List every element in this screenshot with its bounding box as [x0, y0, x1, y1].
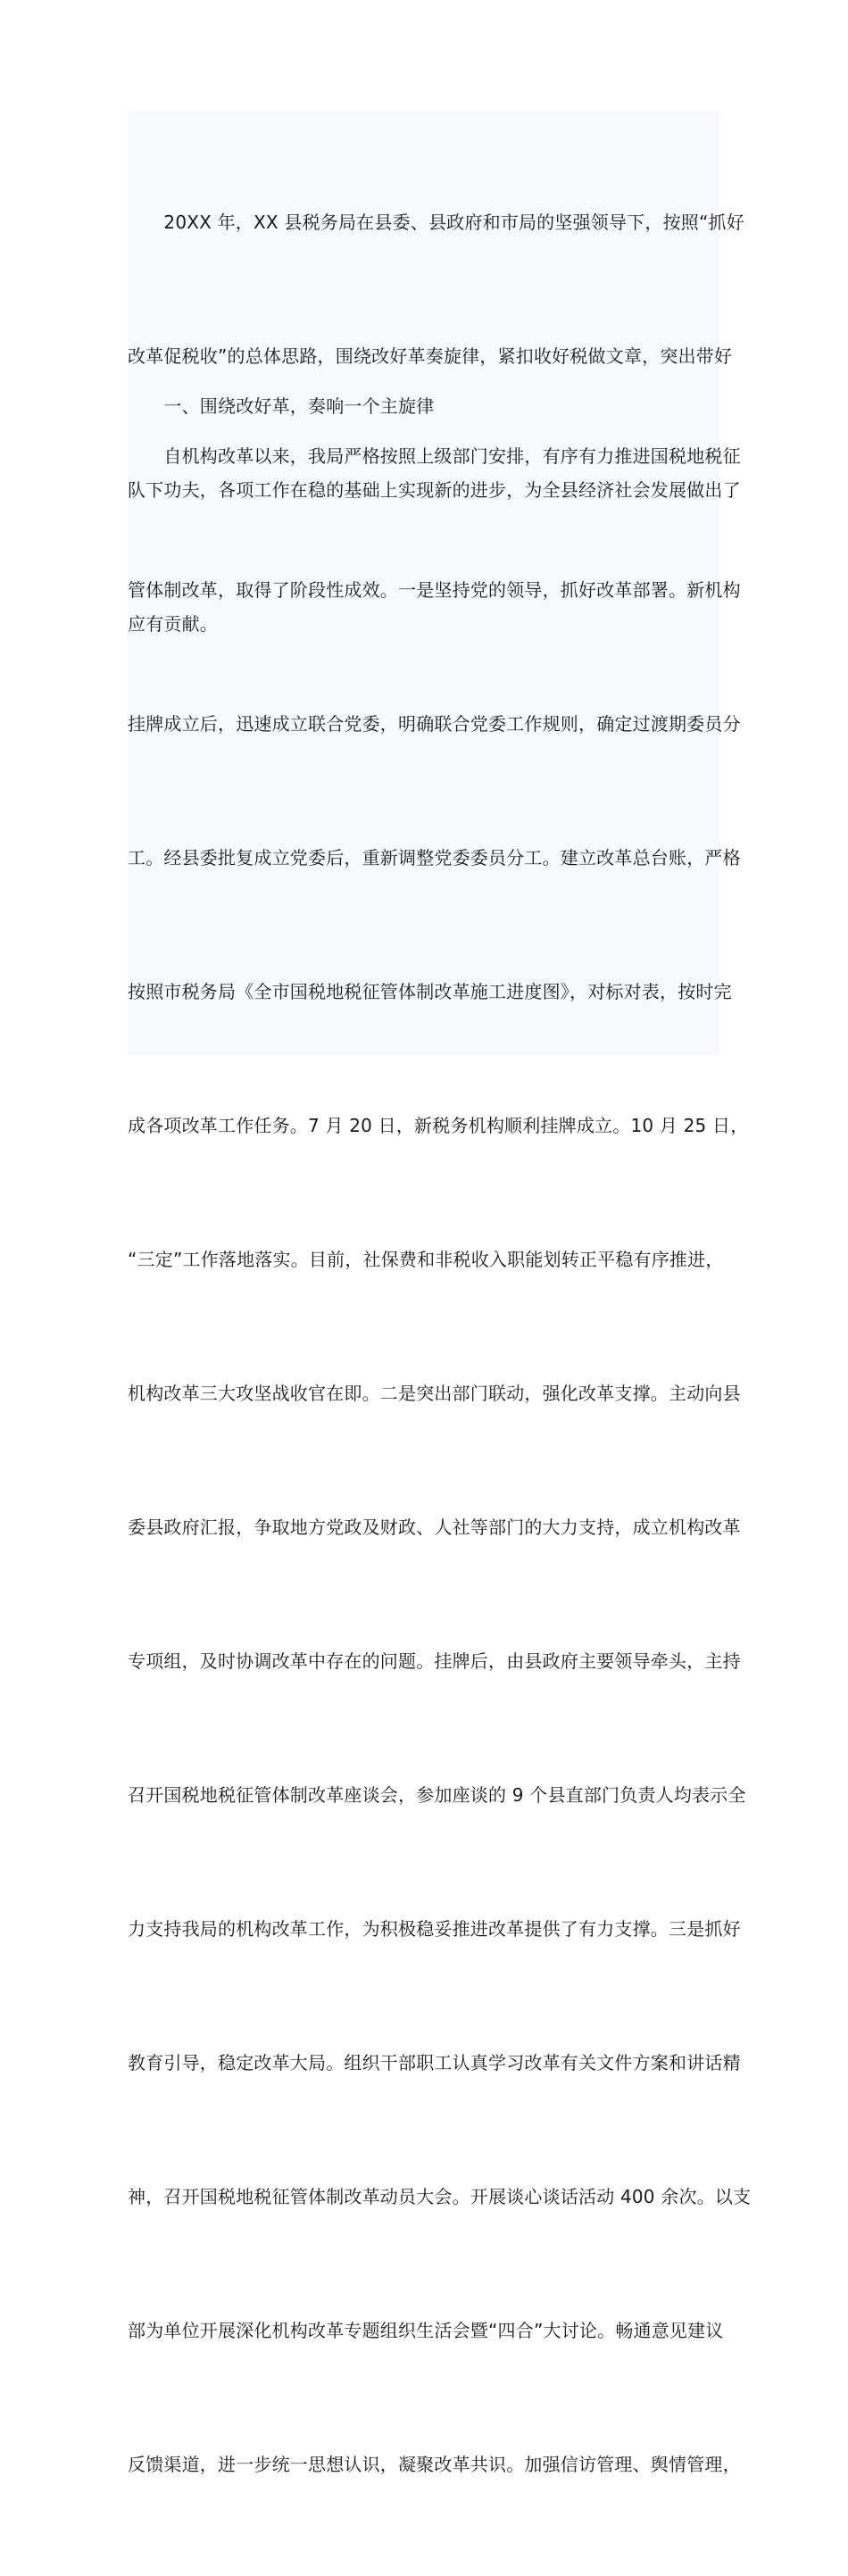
- text-line: 机构改革三大攻坚战收官在即。二是突出部门联动，强化改革支撑。主动向县: [128, 1383, 741, 1404]
- text-line: 反馈渠道，进一步统一思想认识，凝聚改革共识。加强信访管理、舆情管理，: [128, 2454, 741, 2475]
- paragraph-body: [128, 345, 752, 2576]
- text-line: 部为单位开展深化机构改革专题组织生活会暨“四合”大讨论。畅通意见建议: [128, 2320, 724, 2341]
- text-line: 应有贡献。: [128, 613, 218, 635]
- text-line: 自机构改革以来，我局严格按照上级部门安排，有序有力推进国税地税征: [128, 445, 741, 467]
- text-line: 专项组，及时协调改革中存在的问题。挂牌后，由县政府主要领导牵头，主持: [128, 1650, 741, 1672]
- text-line: 力支持我局的机构改革工作，为积极稳妥推进改革提供了有力支撑。三是抓好: [128, 1918, 741, 1940]
- document-text-block: [128, 111, 752, 2475]
- text-line: 委县政府汇报，争取地方党政及财政、人社等部门的大力支持，成立机构改革: [128, 1517, 741, 1538]
- text-line: “三定”工作落地落实。目前，社保费和非税收入职能划转正平稳有序推进，: [128, 1249, 724, 1270]
- text-line: 召开国税地税征管体制改革座谈会，参加座谈的 9 个县直部门负责人均表示全: [128, 1784, 746, 1806]
- text-line: 工。经县委批复成立党委后，重新调整党委委员分工。建立改革总台账，严格: [128, 847, 741, 868]
- text-line: 神，召开国税地税征管体制改革动员大会。开展谈心谈话活动 400 余次。以支: [128, 2186, 752, 2207]
- text-line: 队下功夫，各项工作在稳的基础上实现新的进步，为全县经济社会发展做出了: [128, 479, 741, 501]
- text-line: 成各项改革工作任务。7 月 20 日，新税务机构顺利挂牌成立。10 月 25 日，: [128, 1115, 749, 1136]
- section-heading-text: 一、围绕改好革，奏响一个主旋律: [128, 395, 435, 417]
- text-line: 挂牌成立后，迅速成立联合党委，明确联合党委工作规则，确定过渡期委员分: [128, 713, 741, 735]
- text-line: 教育引导，稳定改革大局。组织干部职工认真学习改革有关文件方案和讲话精: [128, 2052, 741, 2073]
- text-line: 按照市税务局《全市国税地税征管体制改革施工进度图》，对标对表，按时完: [128, 981, 732, 1002]
- text-line: 20XX 年，XX 县税务局在县委、县政府和市局的坚强领导下，按照“抓好: [128, 212, 744, 233]
- text-line: 改革促税收”的总体思路，围绕改好革奏旋律，紧扣收好税做文章，突出带好: [128, 345, 733, 367]
- text-line: 管体制改革，取得了阶段性成效。一是坚持党的领导，抓好改革部署。新机构: [128, 579, 741, 601]
